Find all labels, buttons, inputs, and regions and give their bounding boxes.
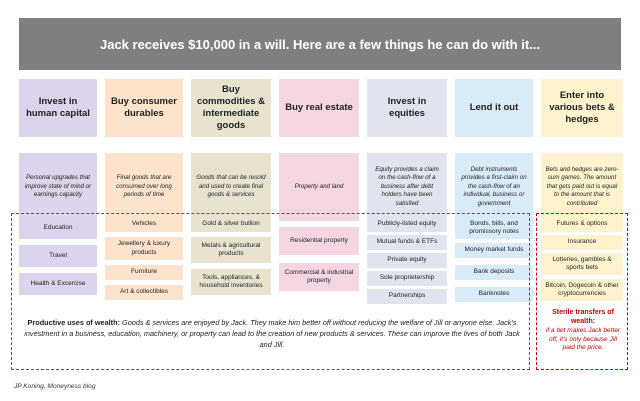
category-item: Tools, appliances, & household inventories: [191, 269, 271, 295]
category-item: Art & collectibles: [105, 285, 183, 300]
category-item: Futures & options: [541, 217, 623, 232]
category-item: Travel: [19, 245, 97, 267]
productive-uses-label: Productive uses of wealth:: [27, 318, 120, 327]
column-description: Goods that can be resold and used to create final goods & services: [191, 153, 271, 221]
column-heading: Enter into various bets & hedges: [541, 79, 623, 137]
category-item: Bank deposits: [455, 265, 533, 280]
column-heading: Buy real estate: [279, 79, 359, 137]
sterile-transfers-text: if a bet makes Jack better off, it's only because Jill paid the price.: [545, 326, 621, 352]
category-item: Partnerships: [367, 289, 447, 304]
page-title: Jack receives $10,000 in a will. Here are a few things he can do with it...: [19, 18, 621, 70]
column-real-estate: [279, 79, 359, 284]
category-item: Banknotes: [455, 287, 533, 302]
column-lend: [455, 79, 533, 298]
column-commodities: [191, 79, 271, 289]
column-human-capital: [19, 79, 97, 287]
category-item: Sole proprietership: [367, 271, 447, 286]
column-bets: [541, 79, 623, 297]
category-item: Bonds, bills, and promissory notes: [455, 217, 533, 239]
credit-line: JP Koning, Moneyness blog: [14, 383, 96, 390]
category-item: Private equity: [367, 253, 447, 268]
category-item: Education: [19, 217, 97, 239]
category-item: Lotteries, gambles & sports bets: [541, 253, 623, 275]
category-item: Insurance: [541, 235, 623, 250]
category-item: Publicly-listed equity: [367, 217, 447, 232]
category-item: Vehicles: [105, 217, 183, 232]
productive-uses-note: [22, 318, 522, 351]
category-item: Jewellery & luxury products: [105, 237, 183, 260]
column-heading: Invest in equities: [367, 79, 447, 137]
column-description: Debt instruments provides a first-claim on the cash-flow of an individual, business or government: [455, 153, 533, 221]
category-item: Commercial & industrial property: [279, 263, 359, 291]
column-heading: Buy consumer durables: [105, 79, 183, 137]
column-consumer-durables: [105, 79, 183, 296]
column-description: Property and land: [279, 153, 359, 221]
column-heading: Buy commodities & intermediate goods: [191, 79, 271, 137]
column-description: Final goods that are consumed over long periods of time: [105, 153, 183, 221]
column-equities: [367, 79, 447, 300]
column-description: Personal upgrades that improve state of mind or earnings capacity: [19, 153, 97, 221]
category-item: Furniture: [105, 265, 183, 280]
column-heading: Lend it out: [455, 79, 533, 137]
category-item: Health & Excercise: [19, 273, 97, 295]
sterile-transfers-note: [542, 308, 624, 353]
category-item: Metals & agricultural products: [191, 237, 271, 263]
category-item: Residential property: [279, 227, 359, 255]
sterile-transfers-label: Sterile transfers of wealth:: [552, 309, 614, 326]
category-item: Money market funds: [455, 243, 533, 258]
column-heading: Invest in human capital: [19, 79, 97, 137]
column-description: Equity provides a claim on the cash-flow of a business after debt holders have been satisfied: [367, 153, 447, 221]
category-item: Mutual funds & ETFs: [367, 235, 447, 250]
productive-uses-text: Goods & services are enjoyed by Jack. They make him better off without reducing the welfare of Jill or anyone else. Jack's investment in a business, education, machinery, or property can lead to the creation of new products & services. These can improve the lives of both Jack and Jill.: [24, 318, 520, 349]
category-item: Bitcoin, Dogecoin & other cryptocurrencies: [541, 279, 623, 301]
column-description: Bets and hedges are zero-sum games. The amount that gets paid out is equal to the amount that is contributed: [541, 153, 623, 221]
category-item: Gold & silver bullion: [191, 217, 271, 232]
